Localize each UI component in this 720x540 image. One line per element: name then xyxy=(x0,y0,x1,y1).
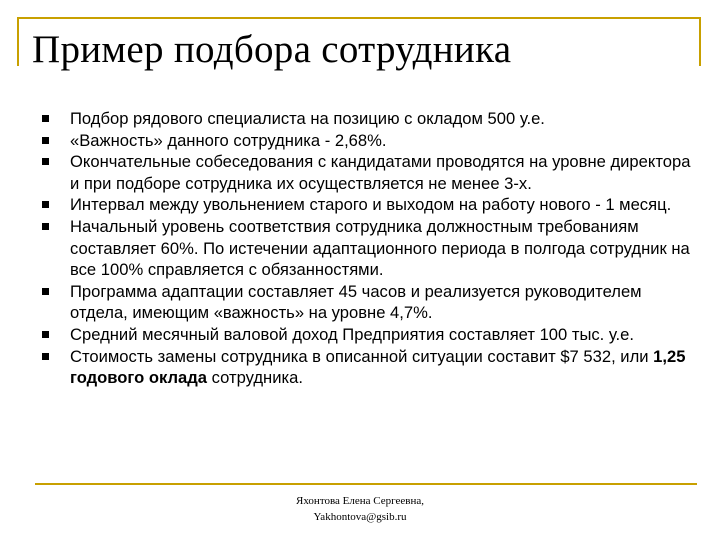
footer-author xyxy=(0,493,720,525)
footer-email: Yakhontova@gsib.ru xyxy=(313,511,407,523)
slide-title: Пример подбора сотрудника xyxy=(32,28,512,71)
bullet-square-icon xyxy=(42,288,49,295)
bullet-list xyxy=(42,108,702,389)
bullet-square-icon xyxy=(42,137,49,144)
footer-name: Яхонтова Елена Сергеевна, xyxy=(296,495,424,507)
bullet-item: Программа адаптации составляет 45 часов и реализуется руководителем отдела, имеющим «важность» на уровне 4,7%. xyxy=(42,281,702,324)
bullet-square-icon xyxy=(42,331,49,338)
bullet-item: Интервал между увольнением старого и выходом на работу нового - 1 месяц. xyxy=(42,194,702,216)
bullet-square-icon xyxy=(42,158,49,165)
bullet-item: «Важность» данного сотрудника - 2,68%. xyxy=(42,130,702,152)
bullet-item: Средний месячный валовой доход Предприятия составляет 100 тыс. у.е. xyxy=(42,324,702,346)
bullet-item: Стоимость замены сотрудника в описанной ситуации составит $7 532, или 1,25 годового оклада сотрудника. xyxy=(42,346,702,389)
bullet-square-icon xyxy=(42,353,49,360)
footer-divider xyxy=(35,483,697,485)
bullet-square-icon xyxy=(42,201,49,208)
bullet-item: Окончательные собеседования с кандидатами проводятся на уровне директора и при подборе сотрудника их осуществляется не менее 3-х. xyxy=(42,151,702,194)
bullet-square-icon xyxy=(42,223,49,230)
bullet-item: Начальный уровень соответствия сотрудника должностным требованиям составляет 60%. По истечении адаптационного периода в полгода сотрудник на все 100% справляется с обязанностями. xyxy=(42,216,702,281)
bold-salary-ratio: 1,25 годового оклада xyxy=(70,346,686,388)
bullet-item: Подбор рядового специалиста на позицию с окладом 500 у.е. xyxy=(42,108,702,130)
bullet-square-icon xyxy=(42,115,49,122)
